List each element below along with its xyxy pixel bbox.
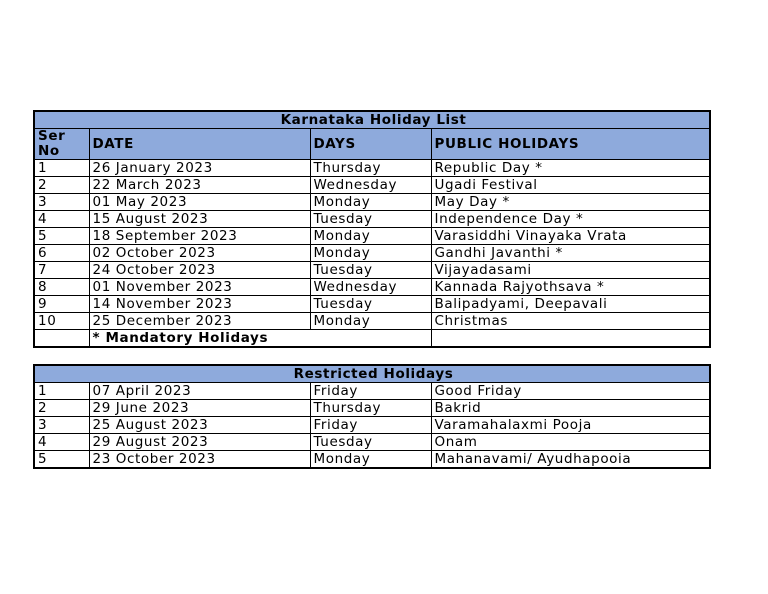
- table-row: [34, 434, 710, 451]
- cell-date: 15 August 2023: [89, 211, 310, 228]
- cell-holiday: Independence Day *: [431, 211, 710, 228]
- header-public-holidays: PUBLIC HOLIDAYS: [431, 129, 710, 160]
- cell-no: 2: [34, 400, 89, 417]
- cell-no: 1: [34, 383, 89, 400]
- cell-day: Thursday: [310, 400, 431, 417]
- cell-holiday: Ugadi Festival: [431, 177, 710, 194]
- cell-no: 6: [34, 245, 89, 262]
- cell-holiday: Christmas: [431, 313, 710, 330]
- cell-holiday: Balipadyami, Deepavali: [431, 296, 710, 313]
- mandatory-note: * Mandatory Holidays: [89, 330, 431, 348]
- cell-day: Thursday: [310, 160, 431, 177]
- table-row: [34, 194, 710, 211]
- note-row: [34, 330, 710, 348]
- table-title: Restricted Holidays: [34, 365, 710, 383]
- header-date: DATE: [89, 129, 310, 160]
- table-title-row: [34, 111, 710, 129]
- cell-holiday: Republic Day *: [431, 160, 710, 177]
- cell-day: Tuesday: [310, 211, 431, 228]
- cell-date: 14 November 2023: [89, 296, 310, 313]
- table-row: [34, 296, 710, 313]
- cell-no: 1: [34, 160, 89, 177]
- cell-no: 7: [34, 262, 89, 279]
- cell-date: 23 October 2023: [89, 451, 310, 469]
- cell-day: Tuesday: [310, 262, 431, 279]
- cell-holiday: Mahanavami/ Ayudhapooia: [431, 451, 710, 469]
- cell-date: 25 December 2023: [89, 313, 310, 330]
- cell-day: Monday: [310, 451, 431, 469]
- header-serno-line2: No: [38, 143, 60, 159]
- table-row: [34, 383, 710, 400]
- cell-no: 4: [34, 211, 89, 228]
- table-row: [34, 451, 710, 469]
- cell-holiday: Gandhi Javanthi *: [431, 245, 710, 262]
- table-title-row: [34, 365, 710, 383]
- cell-day: Friday: [310, 383, 431, 400]
- cell-no: 5: [34, 228, 89, 245]
- cell-date: 02 October 2023: [89, 245, 310, 262]
- cell-holiday: Varamahalaxmi Pooja: [431, 417, 710, 434]
- karnataka-holiday-table: [33, 110, 711, 348]
- cell-holiday: Kannada Rajyothsava *: [431, 279, 710, 296]
- table-row: [34, 313, 710, 330]
- header-serno-line1: Ser: [38, 128, 66, 144]
- table-row: [34, 160, 710, 177]
- note-empty-cell: [34, 330, 89, 348]
- cell-date: 29 June 2023: [89, 400, 310, 417]
- cell-date: 01 November 2023: [89, 279, 310, 296]
- cell-day: Monday: [310, 245, 431, 262]
- cell-date: 22 March 2023: [89, 177, 310, 194]
- cell-day: Monday: [310, 313, 431, 330]
- table-row: [34, 228, 710, 245]
- cell-holiday: Onam: [431, 434, 710, 451]
- cell-date: 26 January 2023: [89, 160, 310, 177]
- header-row: [34, 129, 710, 160]
- table-row: [34, 279, 710, 296]
- cell-no: 8: [34, 279, 89, 296]
- cell-no: 5: [34, 451, 89, 469]
- cell-day: Tuesday: [310, 434, 431, 451]
- cell-no: 10: [34, 313, 89, 330]
- table-row: [34, 417, 710, 434]
- cell-date: 07 April 2023: [89, 383, 310, 400]
- cell-holiday: Good Friday: [431, 383, 710, 400]
- cell-no: 3: [34, 417, 89, 434]
- cell-date: 01 May 2023: [89, 194, 310, 211]
- cell-no: 2: [34, 177, 89, 194]
- note-empty-cell: [431, 330, 710, 348]
- table-row: [34, 262, 710, 279]
- header-days: DAYS: [310, 129, 431, 160]
- cell-day: Wednesday: [310, 279, 431, 296]
- table-row: [34, 400, 710, 417]
- cell-date: 29 August 2023: [89, 434, 310, 451]
- cell-date: 25 August 2023: [89, 417, 310, 434]
- cell-day: Tuesday: [310, 296, 431, 313]
- cell-holiday: Bakrid: [431, 400, 710, 417]
- cell-day: Friday: [310, 417, 431, 434]
- cell-no: 9: [34, 296, 89, 313]
- restricted-holiday-table: [33, 364, 711, 469]
- table-row: [34, 245, 710, 262]
- cell-no: 3: [34, 194, 89, 211]
- cell-date: 18 September 2023: [89, 228, 310, 245]
- cell-day: Wednesday: [310, 177, 431, 194]
- cell-no: 4: [34, 434, 89, 451]
- cell-holiday: Vijayadasami: [431, 262, 710, 279]
- header-serno: [34, 129, 89, 160]
- cell-holiday: Varasiddhi Vinayaka Vrata: [431, 228, 710, 245]
- cell-holiday: May Day *: [431, 194, 710, 211]
- table-row: [34, 211, 710, 228]
- table-row: [34, 177, 710, 194]
- cell-day: Monday: [310, 194, 431, 211]
- cell-day: Monday: [310, 228, 431, 245]
- table-title: Karnataka Holiday List: [34, 111, 710, 129]
- cell-date: 24 October 2023: [89, 262, 310, 279]
